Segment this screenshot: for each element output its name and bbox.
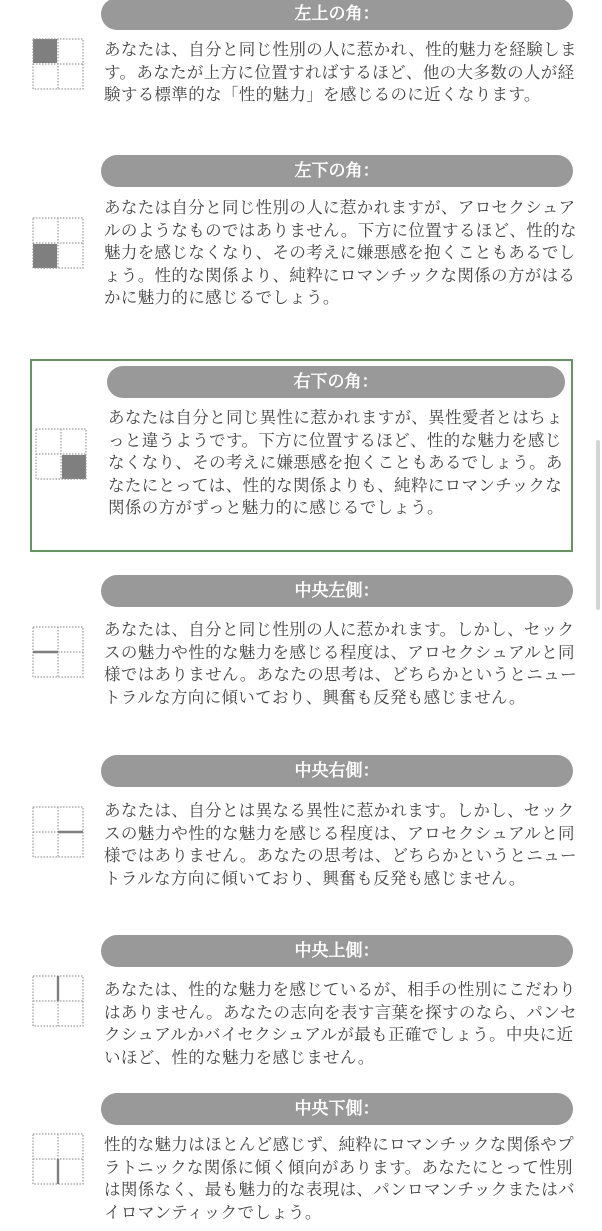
section-description: あなたは、自分と同じ性別の人に惹かれ、性的魅力を経験します。あなたが上方に位置すればするほど、他の大多数の人が経験する標準的な「性的魅力」を感じるのに近くなります。 — [104, 40, 577, 105]
scrollbar-thumb[interactable] — [596, 440, 600, 610]
section-title: 中央左側： — [101, 575, 573, 607]
section-title: 中央上側： — [101, 935, 573, 967]
section-description: あなたは、性的な魅力を感じているが、相手の性別にこだわりはありません。あなたの志向を表す言葉を探すのなら、パンセクシュアルかバイセクシュアルが最も正確でしょう。中央に近いほど、性的な魅力を感じません。 — [104, 980, 577, 1067]
section-title: 左下の角： — [101, 155, 573, 187]
section-description: あなたは自分と同じ性別の人に惹かれますが、アロセクシュアルのようなものではありません。下方に位置するほど、性的な魅力を感じなくなり、その考えに嫌悪感を抱くこともあるでしょう。性的な関係より、純粋にロマンチックな関係の方がはるかに魅力的に感じるでしょう。 — [104, 198, 577, 308]
section-description: 性的な魅力はほとんど感じず、純粋にロマンチックな関係やプラトニックな関係に傾く傾向があります。あなたにとって性別は関係なく、最も魅力的な表現は、パンロマンチックまたはバイロマンティックでしょう。 — [104, 1135, 575, 1222]
section-title: 中央下側： — [101, 1093, 573, 1125]
grid-bottom-right-filled-icon — [35, 428, 87, 480]
grid-center-right-line-icon — [32, 806, 84, 858]
section-title: 右下の角： — [107, 366, 565, 398]
section-description: あなたは自分と同じ異性に惹かれますが、異性愛者とはちょっと違うようです。下方に位置するほど、性的な魅力を感じなくなり、その考えに嫌悪感を抱くこともあるでしょう。あなたにとっては、性的な関係よりも、純粋にロマンチックな関係の方がずっと魅力的に感じるでしょう。 — [108, 408, 563, 518]
section-description: あなたは、自分と同じ性別の人に惹かれます。しかし、セックスの魅力や性的な魅力を感じる程度は、アロセクシュアルと同様ではありません。あなたの思考は、どちらかというとニュートラルな方向に傾いており、興奮も反発も感じません。 — [104, 620, 577, 707]
section-title: 中央右側： — [101, 755, 573, 787]
grid-bottom-left-filled-icon — [32, 217, 84, 269]
grid-top-left-filled-icon — [32, 38, 84, 90]
grid-center-bottom-line-icon — [32, 1133, 84, 1185]
grid-center-left-line-icon — [32, 626, 84, 678]
section-description: あなたは、自分とは異なる異性に惹かれます。しかし、セックスの魅力や性的な魅力を感じる程度は、アロセクシュアルと同様ではありません。あなたの思考は、どちらかというとニュートラルな方向に傾いており、興奮も反発も感じません。 — [104, 801, 577, 888]
section-title: 左上の角： — [101, 0, 573, 30]
grid-center-top-line-icon — [32, 975, 84, 1027]
